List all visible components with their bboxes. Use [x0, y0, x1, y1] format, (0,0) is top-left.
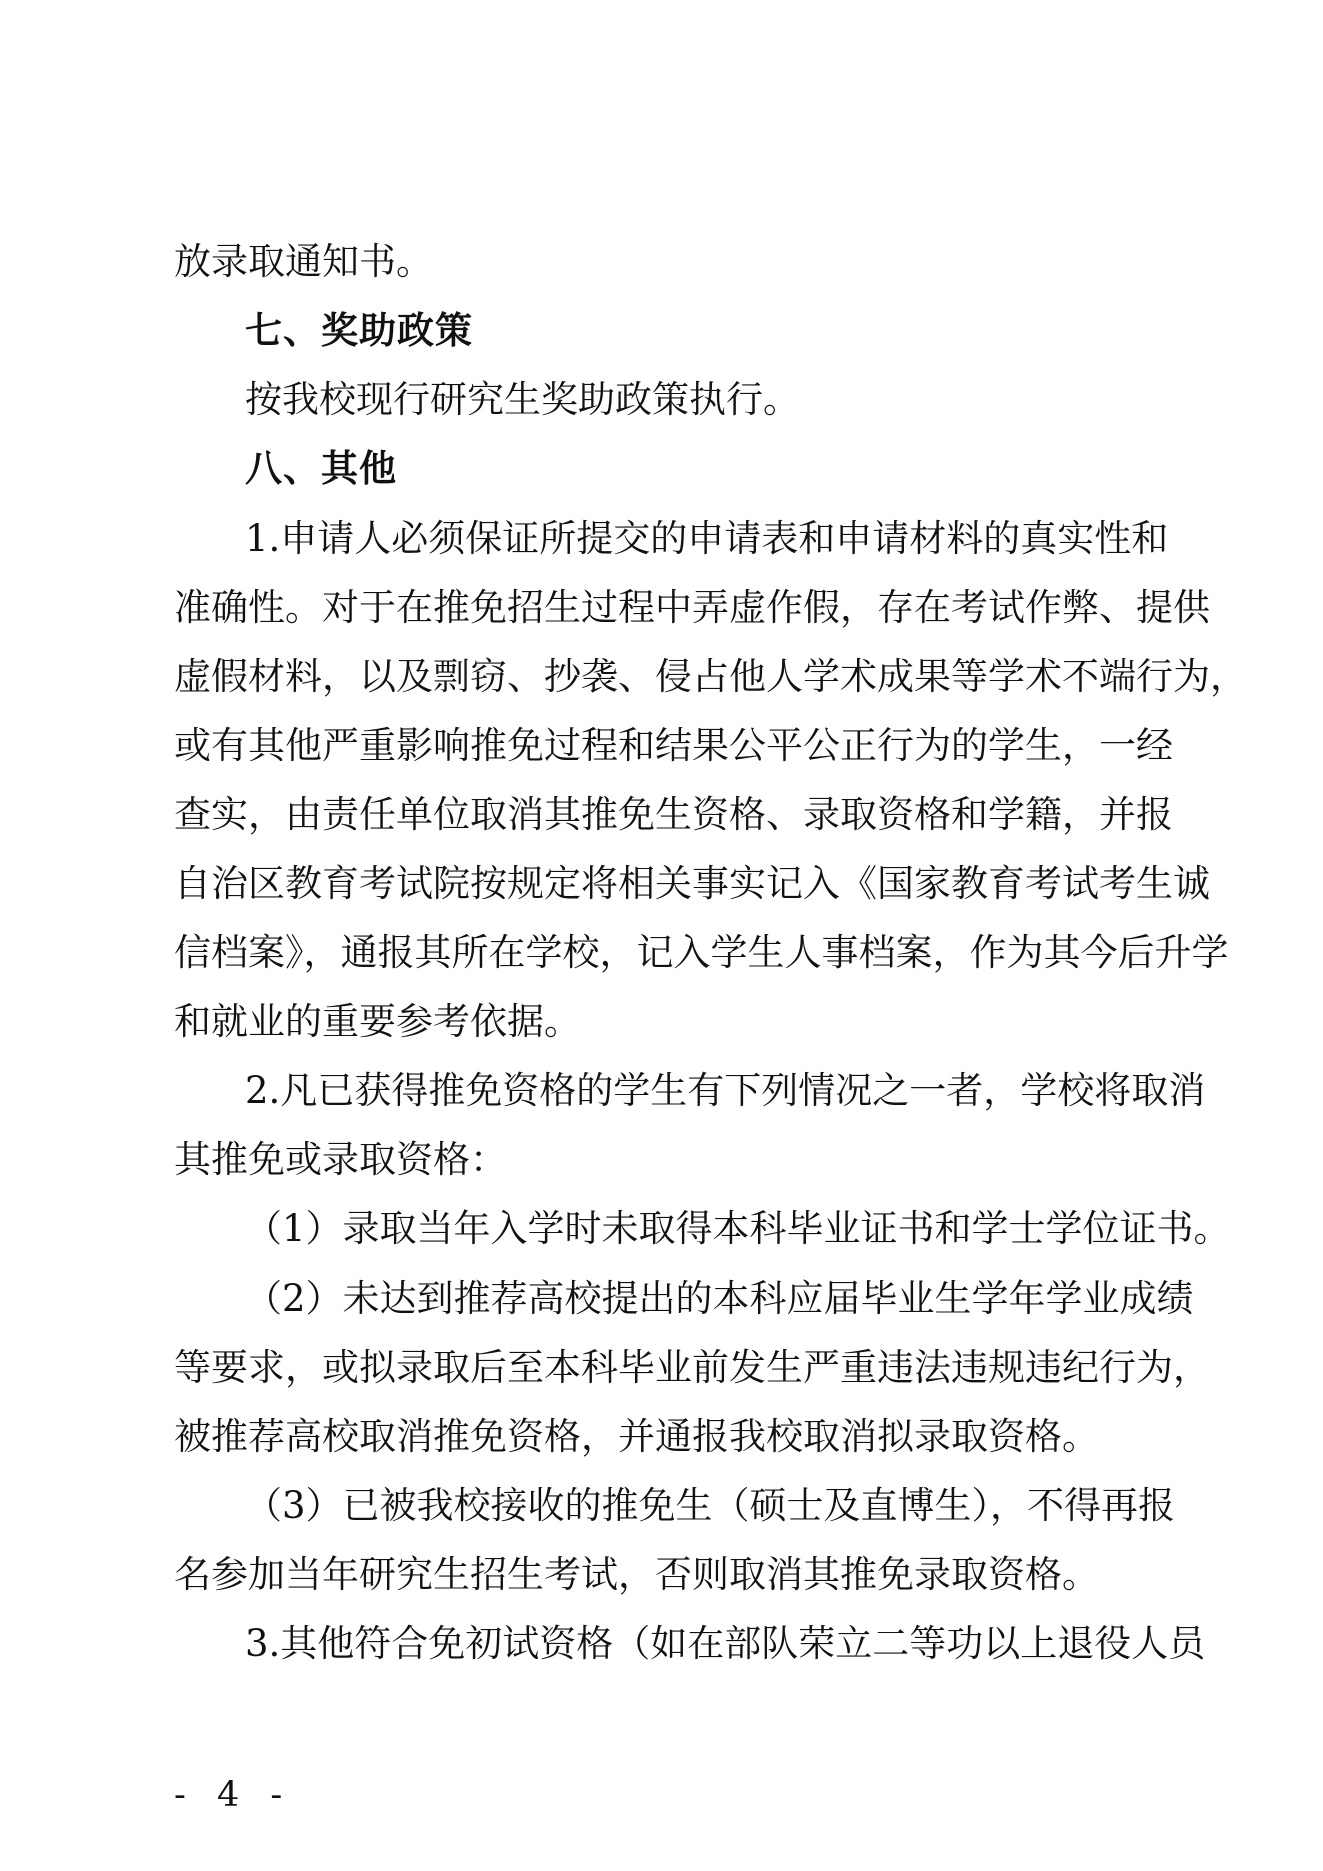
- section-heading: 八、其他: [245, 447, 397, 490]
- text-line: 虚假材料，以及剽窃、抄袭、侵占他人学术成果等学术不端行为，: [174, 655, 1247, 698]
- text-line: 名参加当年研究生招生考试，否则取消其推免录取资格。: [174, 1553, 1099, 1596]
- text-line: 放录取通知书。: [174, 240, 433, 283]
- page-number: - 4 -: [174, 1775, 293, 1815]
- text-line: 3.其他符合免初试资格（如在部队荣立二等功以上退役人员: [245, 1622, 1206, 1665]
- text-line: 1.申请人必须保证所提交的申请表和申请材料的真实性和: [245, 517, 1169, 560]
- text-line: 和就业的重要参考依据。: [174, 1000, 581, 1043]
- text-line: 等要求，或拟录取后至本科毕业前发生严重违法违规违纪行为，: [174, 1346, 1210, 1389]
- section-heading: 七、奖助政策: [245, 309, 473, 352]
- text-line: 自治区教育考试院按规定将相关事实记入《国家教育考试考生诚: [174, 862, 1210, 905]
- text-line: 其推免或录取资格：: [174, 1138, 507, 1181]
- text-line: （3）已被我校接收的推免生（硕士及直博生），不得再报: [245, 1484, 1176, 1527]
- text-line: （1）录取当年入学时未取得本科毕业证书和学士学位证书。: [245, 1207, 1231, 1250]
- text-line: 信档案》，通报其所在学校，记入学生人事档案，作为其今后升学: [174, 931, 1229, 974]
- text-line: 按我校现行研究生奖助政策执行。: [245, 378, 800, 421]
- text-line: 被推荐高校取消推免资格，并通报我校取消拟录取资格。: [174, 1415, 1099, 1458]
- text-line: 准确性。对于在推免招生过程中弄虚作假，存在考试作弊、提供: [174, 586, 1210, 629]
- text-line: 2.凡已获得推免资格的学生有下列情况之一者，学校将取消: [245, 1069, 1206, 1112]
- text-line: （2）未达到推荐高校提出的本科应届毕业生学年学业成绩: [245, 1277, 1194, 1320]
- text-line: 查实，由责任单位取消其推免生资格、录取资格和学籍，并报: [174, 793, 1173, 836]
- text-line: 或有其他严重影响推免过程和结果公平公正行为的学生，一经: [174, 724, 1173, 767]
